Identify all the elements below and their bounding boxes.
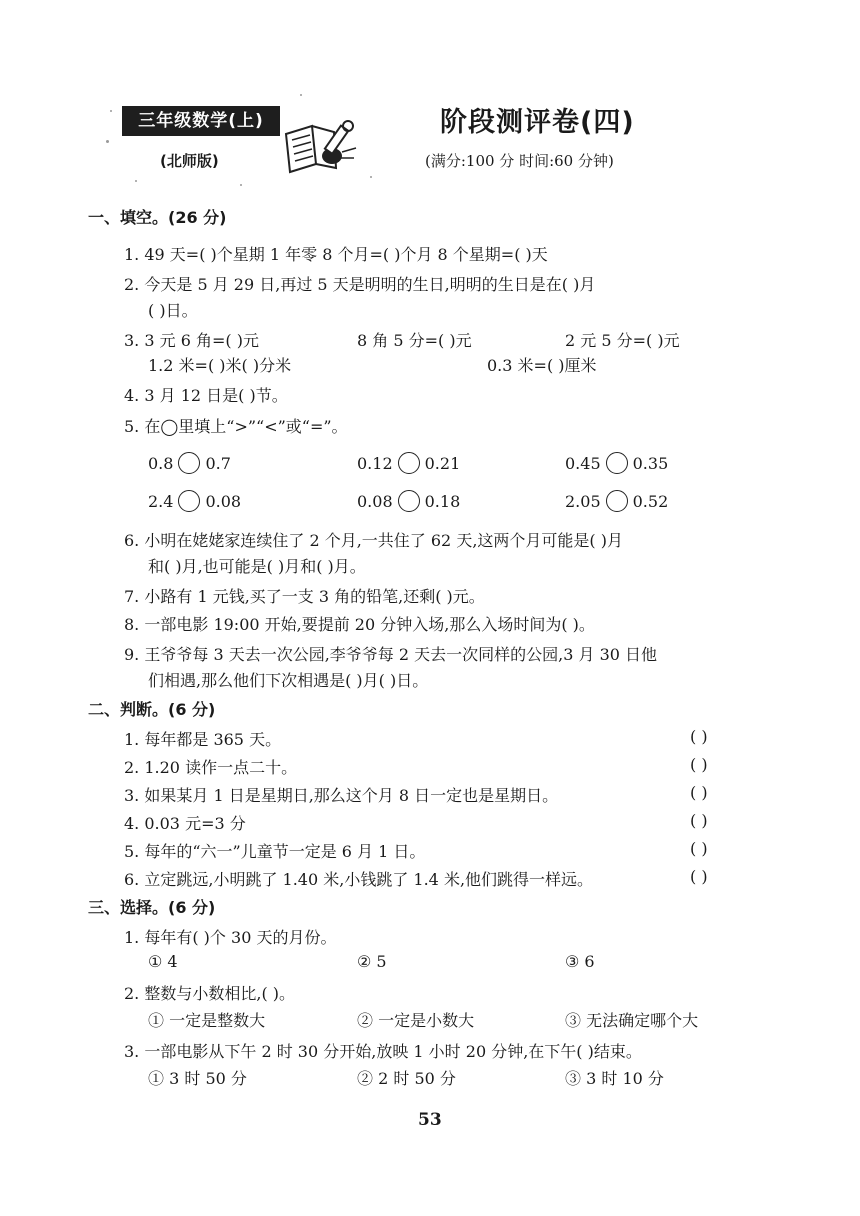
compare-circle[interactable] bbox=[398, 452, 420, 474]
judge-item-3: 3. 如果某月 1 日是星期日,那么这个月 8 日一定也是星期日。 bbox=[124, 786, 559, 805]
choice-q2-option[interactable]: ③ 无法确定哪个大 bbox=[565, 1011, 699, 1030]
judge-item-6: 6. 立定跳远,小明跳了 1.40 米,小钱跳了 1.4 米,他们跳得一样远。 bbox=[124, 870, 594, 889]
compare-circle[interactable] bbox=[178, 452, 200, 474]
q1-1: 1. 49 天=( )个星期 1 年零 8 个月=( )个月 8 个星期=( )天 bbox=[124, 245, 548, 264]
compare-item: 0.12 0.21 bbox=[357, 453, 461, 473]
choice-q2: 2. 整数与小数相比,( )。 bbox=[124, 984, 296, 1003]
choice-q2-option[interactable]: ② 一定是小数大 bbox=[357, 1011, 475, 1030]
q1-3-a1: 3. 3 元 6 角=( )元 bbox=[124, 331, 259, 350]
q1-2-line1: 2. 今天是 5 月 29 日,再过 5 天是明明的生日,明明的生日是在( )月 bbox=[124, 275, 596, 294]
compare-circle[interactable] bbox=[606, 490, 628, 512]
page-number: 53 bbox=[418, 1110, 442, 1130]
book-pencil-icon bbox=[282, 112, 360, 178]
judge-item-4: 4. 0.03 元=3 分 bbox=[124, 814, 246, 833]
edition-label: (北师版) bbox=[160, 152, 219, 170]
judge-answer-1[interactable]: ( ) bbox=[690, 727, 708, 746]
score-time-info: (满分:100 分 时间:60 分钟) bbox=[425, 152, 614, 170]
judge-item-1: 1. 每年都是 365 天。 bbox=[124, 730, 282, 749]
q1-3-b2: 0.3 米=( )厘米 bbox=[487, 356, 597, 375]
choice-q2-option[interactable]: ① 一定是整数大 bbox=[148, 1011, 266, 1030]
q1-3-b1: 1.2 米=( )米( )分米 bbox=[148, 356, 292, 375]
page-title: 阶段测评卷(四) bbox=[440, 107, 635, 138]
section2-heading: 二、判断。(6 分) bbox=[88, 700, 216, 719]
q1-8: 8. 一部电影 19:00 开始,要提前 20 分钟入场,那么入场时间为( )。 bbox=[124, 615, 595, 634]
q1-3-a2: 8 角 5 分=( )元 bbox=[357, 331, 472, 350]
choice-q1-option[interactable]: ③ 6 bbox=[565, 952, 595, 971]
judge-item-2: 2. 1.20 读作一点二十。 bbox=[124, 758, 298, 777]
q1-3-a3: 2 元 5 分=( )元 bbox=[565, 331, 680, 350]
choice-q3: 3. 一部电影从下午 2 时 30 分开始,放映 1 小时 20 分钟,在下午( )结束。 bbox=[124, 1042, 642, 1061]
compare-item: 0.8 0.7 bbox=[148, 453, 231, 473]
compare-circle[interactable] bbox=[178, 490, 200, 512]
choice-q3-option[interactable]: ③ 3 时 10 分 bbox=[565, 1069, 664, 1088]
q1-6-line2: 和( )月,也可能是( )月和( )月。 bbox=[148, 557, 366, 576]
compare-circle[interactable] bbox=[606, 452, 628, 474]
compare-item: 0.45 0.35 bbox=[565, 453, 669, 473]
compare-item: 2.05 0.52 bbox=[565, 491, 669, 511]
choice-q1-option[interactable]: ① 4 bbox=[148, 952, 178, 971]
q1-4: 4. 3 月 12 日是( )节。 bbox=[124, 386, 288, 405]
grade-badge: 三年级数学(上) bbox=[122, 106, 280, 136]
q1-2-line2: ( )日。 bbox=[148, 301, 198, 320]
compare-item: 0.08 0.18 bbox=[357, 491, 461, 511]
q1-5: 5. 在◯里填上“>”“<”或“=”。 bbox=[124, 417, 348, 436]
q1-9-line2: 们相遇,那么他们下次相遇是( )月( )日。 bbox=[148, 671, 429, 690]
choice-q3-option[interactable]: ① 3 时 50 分 bbox=[148, 1069, 247, 1088]
judge-answer-6[interactable]: ( ) bbox=[690, 867, 708, 886]
choice-q3-option[interactable]: ② 2 时 50 分 bbox=[357, 1069, 456, 1088]
choice-q1: 1. 每年有( )个 30 天的月份。 bbox=[124, 928, 337, 947]
compare-circle[interactable] bbox=[398, 490, 420, 512]
q1-7: 7. 小路有 1 元钱,买了一支 3 角的铅笔,还剩( )元。 bbox=[124, 587, 485, 606]
compare-item: 2.4 0.08 bbox=[148, 491, 242, 511]
judge-answer-5[interactable]: ( ) bbox=[690, 839, 708, 858]
section1-heading: 一、填空。(26 分) bbox=[88, 208, 227, 227]
judge-answer-4[interactable]: ( ) bbox=[690, 811, 708, 830]
section3-heading: 三、选择。(6 分) bbox=[88, 898, 216, 917]
judge-answer-3[interactable]: ( ) bbox=[690, 783, 708, 802]
judge-answer-2[interactable]: ( ) bbox=[690, 755, 708, 774]
choice-q1-option[interactable]: ② 5 bbox=[357, 952, 387, 971]
q1-9-line1: 9. 王爷爷每 3 天去一次公园,李爷爷每 2 天去一次同样的公园,3 月 30 日他 bbox=[124, 645, 658, 664]
judge-item-5: 5. 每年的“六一”儿童节一定是 6 月 1 日。 bbox=[124, 842, 426, 861]
q1-6-line1: 6. 小明在姥姥家连续住了 2 个月,一共住了 62 天,这两个月可能是( )月 bbox=[124, 531, 623, 550]
